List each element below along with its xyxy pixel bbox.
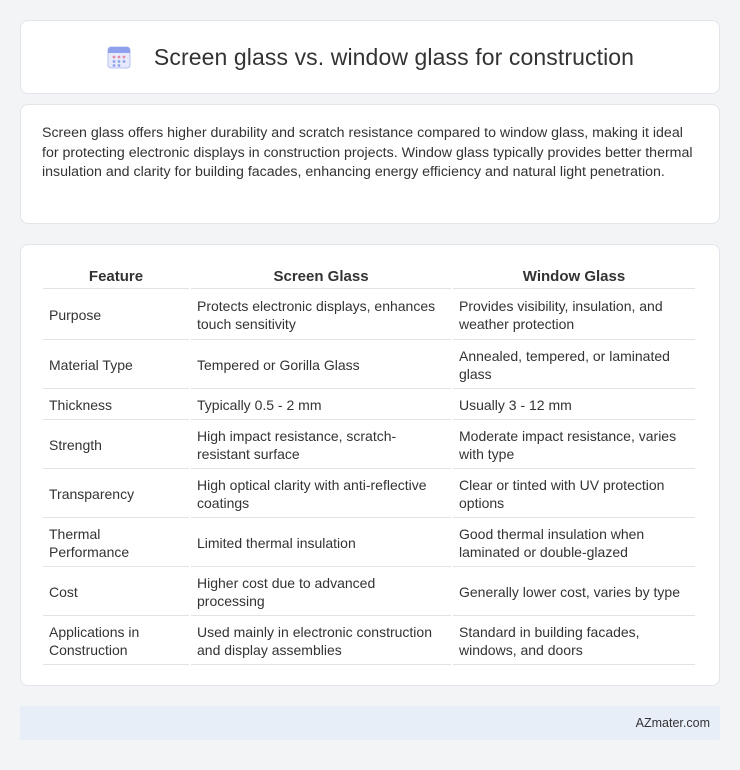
screen-glass-cell: Protects electronic displays, enhances touch sensitivity [191, 291, 451, 340]
feature-cell: Purpose [43, 291, 189, 340]
feature-cell: Cost [43, 569, 189, 616]
comparison-table-card [20, 244, 720, 686]
window-glass-cell: Annealed, tempered, or laminated glass [453, 342, 695, 389]
table-row [43, 422, 695, 469]
table-row [43, 471, 695, 518]
screen-glass-cell: Tempered or Gorilla Glass [191, 342, 451, 389]
footer-brand: AZmater.com [635, 716, 710, 730]
feature-cell: Applications in Construction [43, 618, 189, 665]
screen-glass-cell: High impact resistance, scratch-resistant surface [191, 422, 451, 469]
table-row [43, 520, 695, 567]
table-header-row [43, 265, 695, 289]
feature-cell: Material Type [43, 342, 189, 389]
feature-cell: Thermal Performance [43, 520, 189, 567]
table-row [43, 569, 695, 616]
window-glass-cell: Generally lower cost, varies by type [453, 569, 695, 616]
window-glass-cell: Usually 3 - 12 mm [453, 391, 695, 420]
header-feature: Feature [43, 265, 189, 289]
screen-glass-cell: Limited thermal insulation [191, 520, 451, 567]
screen-glass-cell: Typically 0.5 - 2 mm [191, 391, 451, 420]
calendar-icon [106, 44, 132, 70]
screen-glass-cell: Used mainly in electronic construction and display assemblies [191, 618, 451, 665]
feature-cell: Transparency [43, 471, 189, 518]
screen-glass-cell: Higher cost due to advanced processing [191, 569, 451, 616]
window-glass-cell: Standard in building facades, windows, and doors [453, 618, 695, 665]
window-glass-cell: Provides visibility, insulation, and weather protection [453, 291, 695, 340]
title-card [20, 20, 720, 94]
page-title: Screen glass vs. window glass for construction [153, 43, 635, 70]
feature-cell: Thickness [43, 391, 189, 420]
summary-text: Screen glass offers higher durability and scratch resistance compared to window glass, making it ideal for protecting electronic displays in construction projects. Window glass typically provides better thermal insulation and clarity for building facades, enhancing energy efficiency and natural light penetration. [42, 125, 693, 180]
header-screen-glass: Screen Glass [191, 265, 451, 289]
table-row [43, 342, 695, 389]
summary-card [20, 104, 720, 224]
table-row [43, 291, 695, 340]
footer [20, 706, 720, 740]
screen-glass-cell: High optical clarity with anti-reflective coatings [191, 471, 451, 518]
table-row [43, 618, 695, 665]
window-glass-cell: Moderate impact resistance, varies with type [453, 422, 695, 469]
comparison-table [41, 263, 697, 667]
window-glass-cell: Clear or tinted with UV protection options [453, 471, 695, 518]
header-window-glass: Window Glass [453, 265, 695, 289]
window-glass-cell: Good thermal insulation when laminated or double-glazed [453, 520, 695, 567]
feature-cell: Strength [43, 422, 189, 469]
table-row [43, 391, 695, 420]
